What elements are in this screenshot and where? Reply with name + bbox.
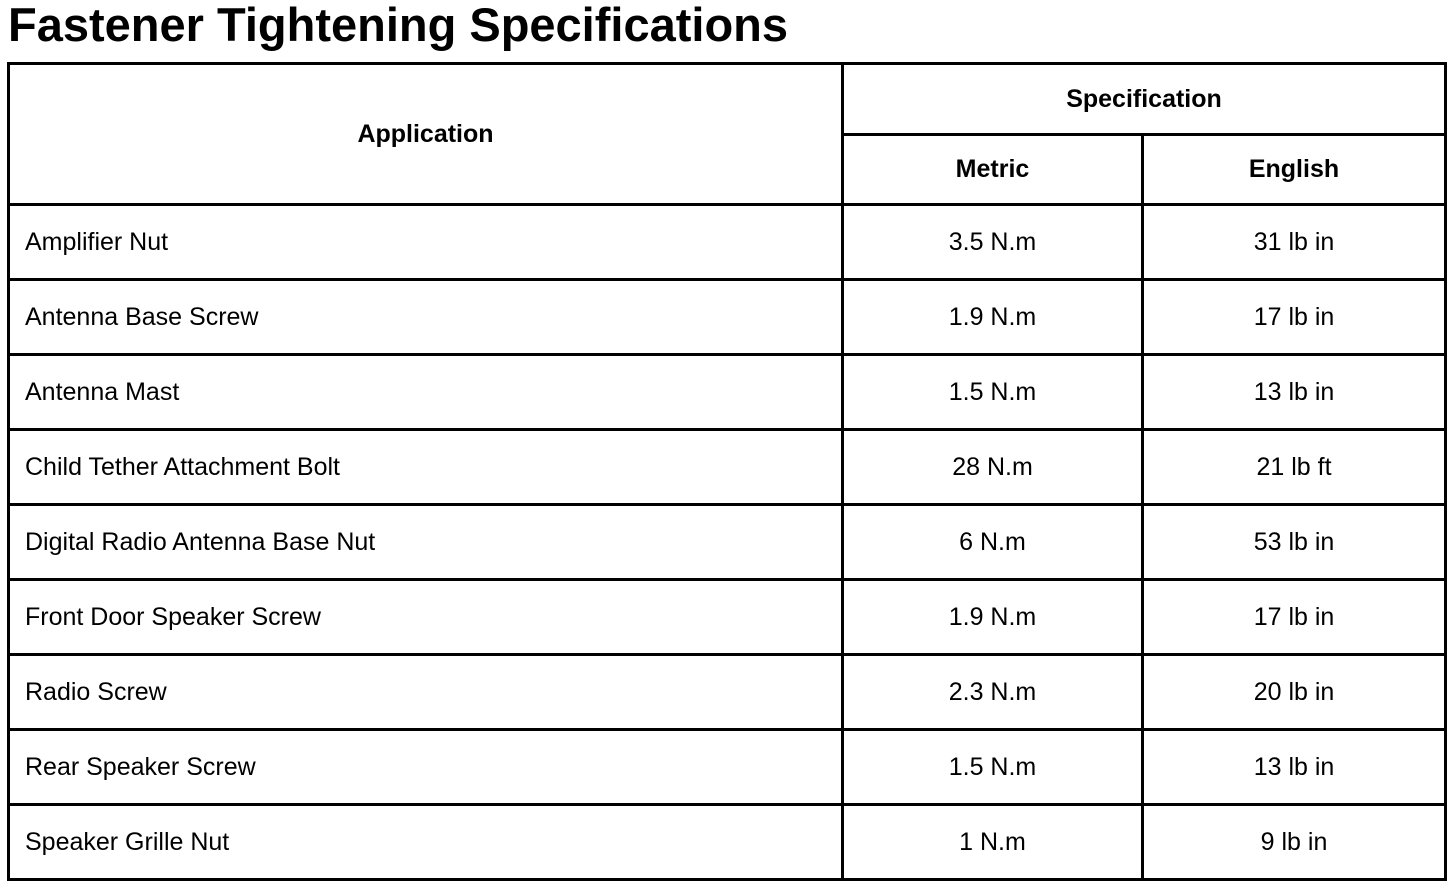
column-header-english: English	[1143, 135, 1446, 205]
header-row-group	[9, 64, 1446, 135]
table-cell-metric: 1.9 N.m	[843, 280, 1143, 355]
column-header-metric: Metric	[843, 135, 1143, 205]
table-cell-application: Speaker Grille Nut	[9, 805, 843, 880]
table-cell-application: Radio Screw	[9, 655, 843, 730]
table-cell-english: 17 lb in	[1143, 580, 1446, 655]
table-row	[9, 805, 1446, 880]
table-cell-application: Antenna Base Screw	[9, 280, 843, 355]
table-row	[9, 205, 1446, 280]
table-cell-english: 13 lb in	[1143, 355, 1446, 430]
table-row	[9, 580, 1446, 655]
column-header-application: Application	[9, 64, 843, 205]
table-cell-application: Child Tether Attachment Bolt	[9, 430, 843, 505]
table-cell-application: Antenna Mast	[9, 355, 843, 430]
table-row	[9, 730, 1446, 805]
table-cell-application: Rear Speaker Screw	[9, 730, 843, 805]
table-cell-english: 9 lb in	[1143, 805, 1446, 880]
table-cell-metric: 3.5 N.m	[843, 205, 1143, 280]
table-header	[9, 64, 1446, 205]
table-cell-metric: 28 N.m	[843, 430, 1143, 505]
table-cell-metric: 1.9 N.m	[843, 580, 1143, 655]
table-row	[9, 505, 1446, 580]
table-cell-metric: 1.5 N.m	[843, 355, 1143, 430]
fastener-spec-table	[7, 62, 1447, 881]
table-cell-english: 31 lb in	[1143, 205, 1446, 280]
table-cell-metric: 1 N.m	[843, 805, 1143, 880]
page-title: Fastener Tightening Specifications	[8, 0, 788, 51]
table-cell-metric: 1.5 N.m	[843, 730, 1143, 805]
table-row	[9, 355, 1446, 430]
table-cell-metric: 6 N.m	[843, 505, 1143, 580]
column-group-header-specification: Specification	[843, 64, 1446, 135]
table-row	[9, 280, 1446, 355]
table-cell-english: 17 lb in	[1143, 280, 1446, 355]
table-cell-english: 53 lb in	[1143, 505, 1446, 580]
table-row	[9, 655, 1446, 730]
table-cell-english: 13 lb in	[1143, 730, 1446, 805]
table-cell-application: Digital Radio Antenna Base Nut	[9, 505, 843, 580]
table-cell-metric: 2.3 N.m	[843, 655, 1143, 730]
table-cell-application: Amplifier Nut	[9, 205, 843, 280]
table-cell-application: Front Door Speaker Screw	[9, 580, 843, 655]
table-cell-english: 20 lb in	[1143, 655, 1446, 730]
table-body	[9, 205, 1446, 880]
table-row	[9, 430, 1446, 505]
table-cell-english: 21 lb ft	[1143, 430, 1446, 505]
